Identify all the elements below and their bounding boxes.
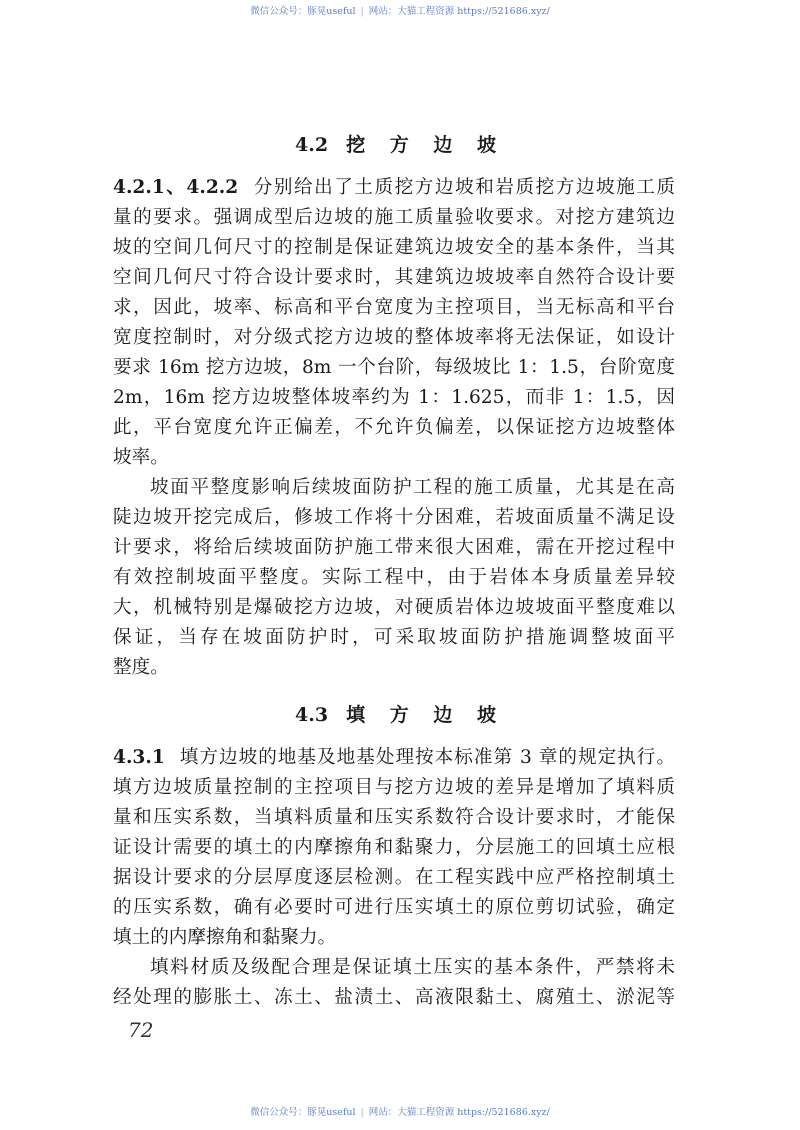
paragraph-line: 有效控制坡面平整度。实际工程中，由于岩体本身质量差异较: [113, 567, 675, 588]
paragraph-line: [113, 743, 675, 773]
page-number: 72: [128, 1018, 154, 1042]
paragraph-line: 量的要求。强调成型后边坡的施工质量验收要求。对挖方建筑边: [113, 207, 675, 228]
section-number: 4.3: [295, 704, 329, 726]
paragraph-line: 的压实系数，确有必要时可进行压实填土的原位剪切试验，确定: [113, 897, 675, 918]
paragraph-line: 填方边坡质量控制的主控项目与挖方边坡的差异是增加了填料质: [113, 777, 675, 798]
paragraph-line: 量和压实系数，当填料质量和压实系数符合设计要求时，才能保: [113, 807, 675, 828]
watermark-wechat: 微信公众号：豚晃useful: [250, 6, 356, 17]
paragraph-line: 大，机械特别是爆破挖方边坡，对硬质岩体边坡坡面平整度难以: [113, 597, 675, 618]
paragraph-line: 坡面平整度影响后续坡面防护工程的施工质量，尤其是在高: [150, 477, 675, 498]
paragraph-line: 要求 16m 挖方边坡，8m 一个台阶，每级坡比 1：1.5，台阶宽度: [113, 357, 675, 378]
body-text-4-2: [113, 173, 675, 683]
paragraph-line: 求，因此，坡率、标高和平台宽度为主控项目，当无标高和平台: [113, 297, 675, 318]
line-text: 分别给出了土质挖方边坡和岩质挖方边坡施工质: [252, 177, 675, 198]
paragraph-line: 2m，16m 挖方边坡整体坡率约为 1：1.625，而非 1：1.5，因: [113, 387, 675, 408]
paragraph-line: 证设计需要的填土的内摩擦角和黏聚力，分层施工的回填土应根: [113, 837, 675, 858]
section-heading-4-2: [0, 130, 800, 157]
section-heading-4-3: [0, 700, 800, 727]
line-text: 填方边坡的地基及地基处理按本标准第 3 章的规定执行。: [178, 747, 675, 768]
paragraph-line: 经处理的膨胀土、冻土、盐渍土、高液限黏土、腐殖土、淤泥等: [113, 987, 675, 1008]
watermark-separator: |: [360, 6, 364, 17]
paragraph-line: 整度。: [113, 657, 169, 678]
section-number: 4.2: [295, 134, 329, 156]
paragraph-line: 此，平台宽度允许正偏差，不允许负偏差，以保证挖方边坡整体: [113, 417, 675, 438]
paragraph-line: 空间几何尺寸符合设计要求时，其建筑边坡坡率自然符合设计要: [113, 267, 675, 288]
paragraph-line: 陡边坡开挖完成后，修坡工作将十分困难，若坡面质量不满足设: [113, 507, 675, 528]
paragraph-line: 填料材质及级配合理是保证填土压实的基本条件，严禁将未: [150, 957, 675, 978]
body-text-4-3: [113, 743, 675, 1013]
watermark-site: 网站：大猫工程资源 https://521686.xyz/: [368, 1107, 550, 1118]
section-title: 填 方 边 坡: [346, 704, 505, 726]
paragraph-line: [113, 173, 675, 203]
watermark-separator: |: [360, 1107, 364, 1118]
paragraph-line: 据设计要求的分层厚度逐层检测。在工程实践中应严格控制填土: [113, 867, 675, 888]
clause-number: 4.2.1、4.2.2: [113, 177, 239, 198]
footer-watermark: [0, 1104, 800, 1118]
paragraph-line: 坡的空间几何尺寸的控制是保证建筑边坡安全的基本条件，当其: [113, 237, 675, 258]
header-watermark: [0, 3, 800, 17]
watermark-wechat: 微信公众号：豚晃useful: [250, 1107, 356, 1118]
watermark-site: 网站：大猫工程资源 https://521686.xyz/: [368, 6, 550, 17]
paragraph-line: 坡率。: [113, 447, 169, 468]
paragraph-line: 保证，当存在坡面防护时，可采取坡面防护措施调整坡面平: [113, 627, 675, 648]
paragraph-line: 填土的内摩擦角和黏聚力。: [113, 927, 337, 948]
section-title: 挖 方 边 坡: [346, 134, 505, 156]
paragraph-line: 计要求，将给后续坡面防护施工带来很大困难，需在开挖过程中: [113, 537, 675, 558]
clause-number: 4.3.1: [113, 747, 165, 768]
paragraph-line: 宽度控制时，对分级式挖方边坡的整体坡率将无法保证，如设计: [113, 327, 675, 348]
